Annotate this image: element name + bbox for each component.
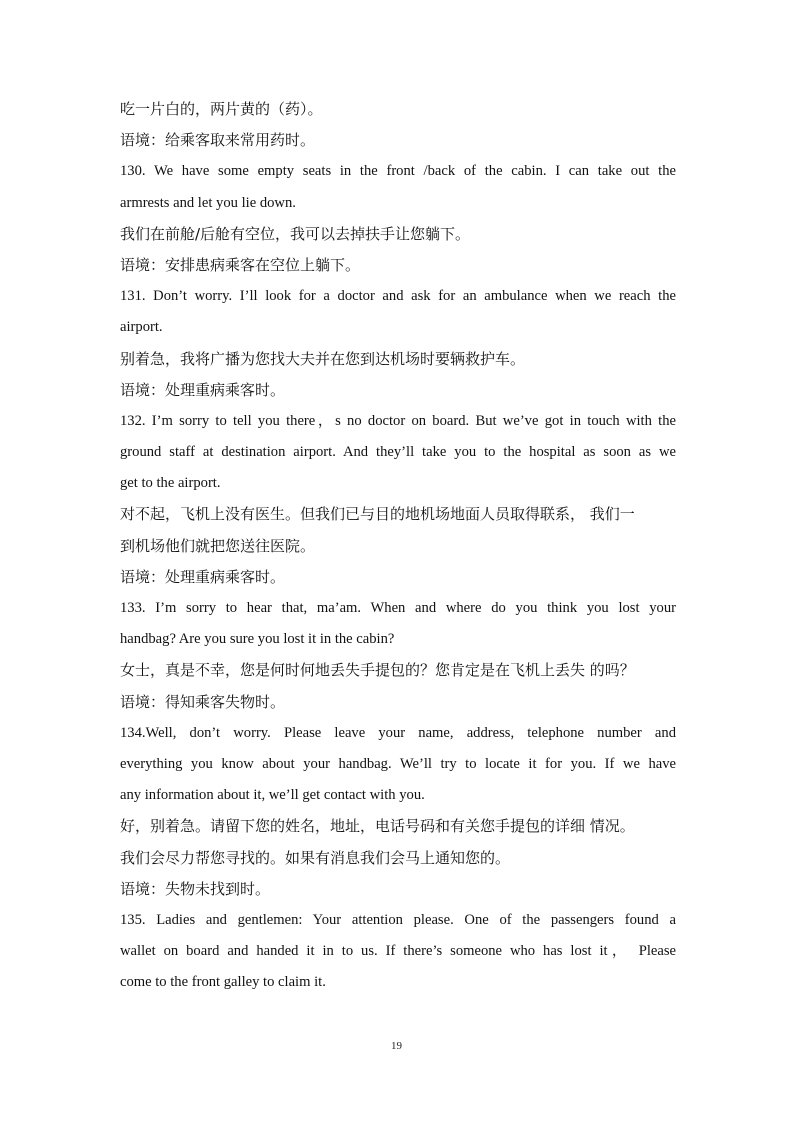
text-line: airport. [120, 319, 163, 336]
text-line: 好，别着急。请留下您的姓名，地址，电话号码和有关您手提包的详细 情况。 [120, 817, 635, 836]
text-line: 我们会尽力帮您寻找的。如果有消息我们会马上通知您的。 [120, 848, 511, 867]
text-line: any information about it, we’ll get contact with you. [120, 787, 425, 804]
text-line: 130. We have some empty seats in the front /back of the cabin. I can take out the [120, 163, 676, 180]
text-line: ground staff at destination airport. And they’ll take you to the hospital as soon as we [120, 444, 676, 461]
text-line: 对不起，飞机上没有医生。但我们已与目的地机场地面人员取得联系， 我们一 [120, 505, 635, 524]
page-number: 19 [391, 1040, 402, 1052]
text-line: handbag? Are you sure you lost it in the cabin? [120, 631, 395, 648]
text-line: 语境：失物未找到时。 [120, 879, 271, 898]
text-line: 女士，真是不幸，您是何时何地丢失手提包的？您肯定是在飞机上丢失 的吗？ [120, 661, 635, 680]
text-line: everything you know about your handbag. We’ll try to locate it for you. If we have [120, 755, 676, 772]
text-line: 134.Well, don’t worry. Please leave your name, address, telephone number and [120, 724, 676, 741]
text-line: 别着急，我将广播为您找大夫并在您到达机场时要辆救护车。 [120, 349, 526, 368]
text-line: 语境：处理重病乘客时。 [120, 380, 286, 399]
text-line: 135. Ladies and gentlemen: Your attention please. One of the passengers found a [120, 911, 676, 928]
text-line: wallet on board and handed it in to us. If there’s someone who has lost it， Please [120, 943, 676, 960]
text-line: 131. Don’t worry. I’ll look for a doctor and ask for an ambulance when we reach the [120, 288, 676, 305]
text-line: 语境：处理重病乘客时。 [120, 567, 286, 586]
page-body [120, 94, 676, 998]
text-line: 我们在前舱/后舱有空位，我可以去掉扶手让您躺下。 [120, 224, 471, 243]
text-line: 132. I’m sorry to tell you there，s no doctor on board. But we’ve got in touch with the [120, 412, 676, 429]
text-line: 语境：得知乘客失物时。 [120, 692, 286, 711]
text-line: armrests and let you lie down. [120, 194, 296, 211]
text-line: 到机场他们就把您送往医院。 [120, 536, 316, 555]
text-line: 语境：给乘客取来常用药时。 [120, 131, 316, 150]
text-line: get to the airport. [120, 475, 221, 492]
text-line: 吃一片白的，两片黄的（药）。 [120, 100, 323, 118]
text-line: 语境：安排患病乘客在空位上躺下。 [120, 255, 361, 274]
text-line: 133. I’m sorry to hear that, ma’am. When and where do you think you lost your [120, 600, 676, 616]
text-line: come to the front galley to claim it. [120, 974, 326, 991]
